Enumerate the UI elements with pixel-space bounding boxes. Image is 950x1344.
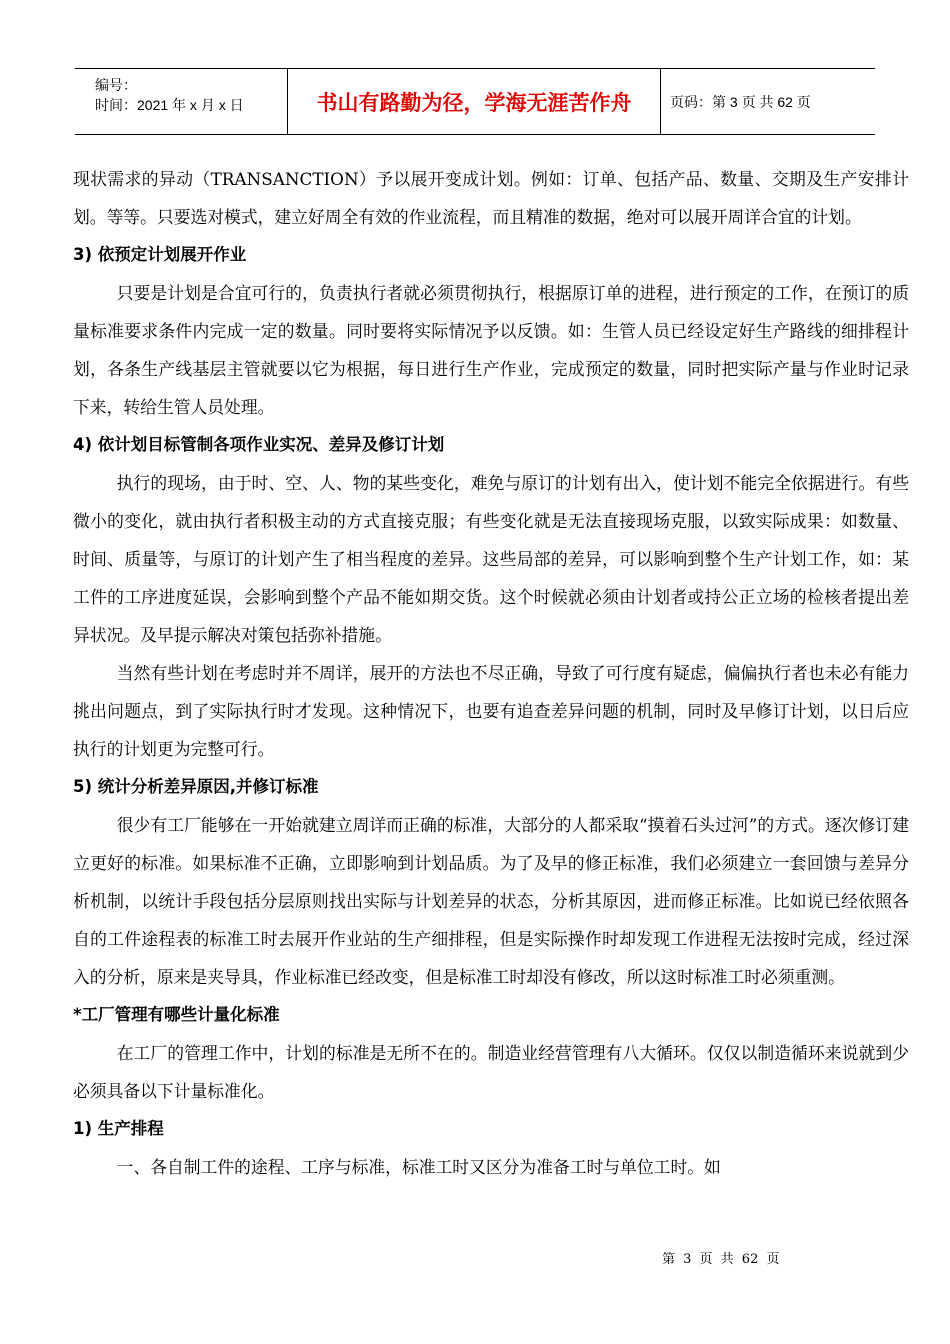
- document-header: [75, 68, 875, 135]
- document-body: [73, 160, 909, 1186]
- paragraph: 当然有些计划在考虑时并不周详，展开的方法也不尽正确，导致了可行度有疑虑，偏偏执行者也未必有能力挑出问题点，到了实际执行时才发现。这种情况下，也要有追查差异问题的机制，同时及早修订计划，以日后应执行的计划更为完整可行。: [73, 663, 909, 759]
- header-motto: 书山有路勤为径，学海无涯苦作舟: [287, 69, 661, 134]
- paragraph: 执行的现场，由于时、空、人、物的某些变化，难免与原订的计划有出入，使计划不能完全依据进行。有些微小的变化，就由执行者积极主动的方式直接克服；有些变化就是无法直接现场克服，以致实际成果：如数量、时间、质量等，与原订的计划产生了相当程度的差异。这些局部的差异，可以影响到整个生产计划工作，如：某工件的工序进度延误，会影响到整个产品不能如期交货。这个时候就必须由计划者或持公正立场的检核者提出差异状况。及早提示解决对策包括弥补措施。: [73, 473, 909, 645]
- section-heading: 1) 生产排程: [73, 1119, 164, 1138]
- section-heading: 3) 依预定计划展开作业: [73, 245, 247, 264]
- section-heading: *工厂管理有哪些计量化标准: [73, 1005, 280, 1024]
- section-heading: 4) 依计划目标管制各项作业实况、差异及修订计划: [73, 435, 445, 454]
- paragraph: 很少有工厂能够在一开始就建立周详而正确的标准，大部分的人都采取“摸着石头过河”的方式。逐次修订建立更好的标准。如果标准不正确，立即影响到计划品质。为了及早的修正标准，我们必须建立一套回馈与差异分析机制，以统计手段包括分层原则找出实际与计划差异的状态，分析其原因，进而修正标准。比如说已经依照各自的工件途程表的标准工时去展开作业站的生产细排程，但是实际操作时却发现工作进程无法按时完成，经过深入的分析，原来是夹导具，作业标准已经改变，但是标准工时却没有修改，所以这时标准工时必须重测。: [73, 815, 909, 987]
- serial-number-label: 编号：: [95, 77, 137, 93]
- paragraph: 只要是计划是合宜可行的，负责执行者就必须贯彻执行，根据原订单的进程，进行预定的工作，在预订的质量标准要求条件内完成一定的数量。同时要将实际情况予以反馈。如：生管人员已经设定好生产路线的细排程计划，各条生产线基层主管就要以它为根据，每日进行生产作业，完成预定的数量，同时把实际产量与作业时记录下来，转给生管人员处理。: [73, 283, 909, 417]
- paragraph: 现状需求的异动（TRANSANCTION）予以展开变成计划。例如：订单、包括产品、数量、交期及生产安排计划。等等。只要选对模式，建立好周全有效的作业流程，而且精准的数据，绝对可以展开周详合宜的计划。: [73, 169, 909, 227]
- paragraph: 一、各自制工件的途程、工序与标准，标准工时又区分为准备工时与单位工时。如: [116, 1157, 721, 1177]
- header-date: 时间：2021 年 x 月 x 日: [95, 97, 244, 113]
- paragraph: 在工厂的管理工作中，计划的标准是无所不在的。制造业经营管理有八大循环。仅仅以制造循环来说就到少必须具备以下计量标准化。: [73, 1043, 909, 1101]
- header-page-number: 页码：第 3 页 共 62 页: [670, 93, 811, 110]
- footer-page-number: 第 3 页 共 62 页: [662, 1252, 780, 1267]
- section-heading: 5) 统计分析差异原因,并修订标准: [73, 777, 319, 796]
- header-meta: [75, 69, 287, 134]
